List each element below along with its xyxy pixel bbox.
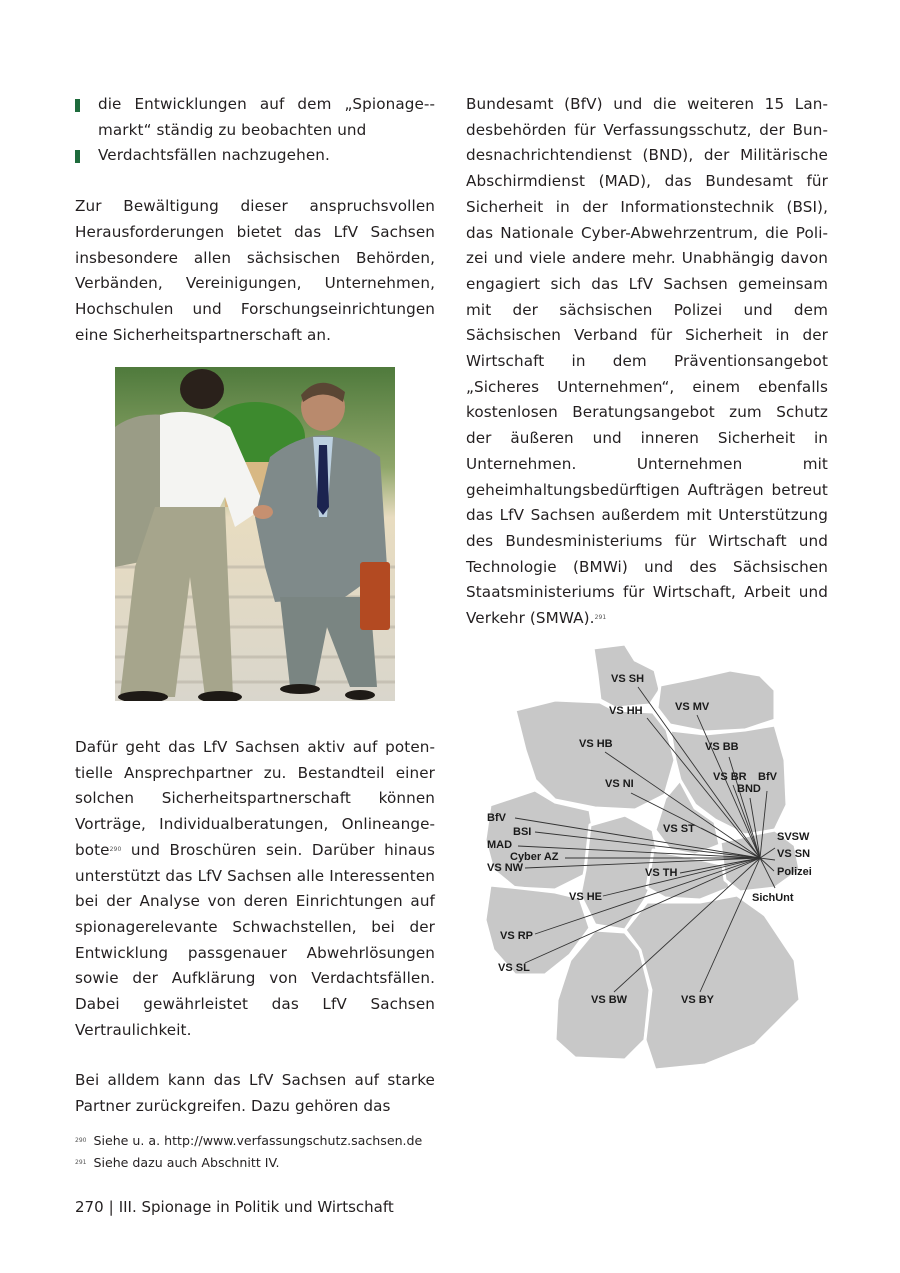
germany-partner-map <box>475 630 820 1080</box>
map-label: VS SL <box>498 962 530 974</box>
map-label: VS SN <box>777 848 811 860</box>
bullet-list <box>75 92 435 169</box>
handshake-photo <box>115 367 395 701</box>
map-label: BSI <box>513 826 532 838</box>
bullet-item <box>75 92 435 143</box>
footnotes <box>75 1130 455 1174</box>
map-label: VS NI <box>605 778 634 790</box>
paragraph-text: und Broschüren sein. Darüber hinaus unterstützt das LfV Sachsen alle Interessenten bei der Analyse von deren Einrichtungen auf spionagerelevante Schwachstellen, bei der Entwicklung passgenauer Abwehrlösungen sowie der Aufklärung von Verdachtsfällen. Dabei gewährleistet das LfV Sachsen Vertraulichkeit. <box>75 840 435 1039</box>
chapter-title: III. Spionage in Politik und Wirtschaft <box>118 1198 394 1216</box>
map-label: VS ST <box>663 823 695 835</box>
map-label: SVSW <box>777 831 810 843</box>
map-label: Cyber AZ <box>510 851 559 863</box>
map-label: VS HB <box>579 738 613 750</box>
paragraph-federal-partners <box>466 92 828 632</box>
footnote-291 <box>75 1152 455 1174</box>
left-column <box>75 92 435 348</box>
footer-separator: | <box>108 1198 114 1216</box>
map-label: VS MV <box>675 701 710 713</box>
map-label: VS TH <box>645 867 678 879</box>
paragraph-strong-partners: Bei alldem kann das LfV Sachsen auf starke Partner zurückgreifen. Dazu gehören das <box>75 1071 435 1116</box>
map-label: VS BR <box>713 771 747 783</box>
bullet-marker-icon <box>75 150 80 163</box>
footnote-number: 291 <box>75 1159 87 1166</box>
map-label: VS RP <box>500 930 534 942</box>
footnote-text[interactable]: Siehe u. a. http://www.verfassungschutz.sachsen.de <box>93 1133 423 1148</box>
handshake-image <box>115 367 395 701</box>
paragraph-text: Dafür geht das LfV Sachsen aktiv auf potentielle Ansprechpartner zu. Bestandteil einer solchen Sicherheitspartnerschaft können Vorträge, Individualberatungen, Onlineangebote <box>75 738 435 859</box>
bullet-text: die Entwicklungen auf dem „Spionage-markt“ ständig zu beobachten und <box>98 95 435 139</box>
map-label: VS BB <box>705 741 739 753</box>
footnote-ref-290[interactable]: 290 <box>109 845 122 853</box>
map-label: VS NW <box>487 862 524 874</box>
footnote-text: Siehe dazu auch Abschnitt IV. <box>93 1155 280 1170</box>
footnote-ref-291[interactable]: 291 <box>594 614 607 622</box>
footnote-290 <box>75 1130 455 1152</box>
map-graphic <box>475 630 820 1080</box>
map-label: MAD <box>487 839 513 851</box>
map-label: VS HE <box>569 891 603 903</box>
map-label: VS BY <box>681 994 715 1006</box>
map-label: VS HH <box>609 705 643 717</box>
map-label: BfV <box>758 771 777 783</box>
map-label: VS SH <box>611 673 645 685</box>
bullet-marker-icon <box>75 99 80 112</box>
bullet-item <box>75 143 435 169</box>
paragraph-text: Bundesamt (BfV) und die weiteren 15 Landesbehörden für Verfassungsschutz, der Bundesnachrichtendienst (BND), der Militärische Abschirmdienst (MAD), das Bundesamt für Sicherheit in der Informationstechnik (BSI), das Nationale Cyber-Abwehrzentrum, die Polizei und viele andere mehr. Unabhängig davon engagiert sich das LfV Sachsen gemeinsam mit der sächsischen Polizei und dem Sächsischen Verband für Sicherheit in der Wirtschaft in dem Präventionsangebot „Sicheres Unternehmen“, einem ebenfalls kostenlosen Beratungsangebot zum Schutz der äußeren und inneren Sicherheit in Unternehmen. Unternehmen mit geheimhaltungsbedürftigen Aufträgen betreut das LfV Sachsen außerdem mit Unterstützung des Bundesministeriums für Wirtschaft und Technologie (BMWi) und des Sächsischen Staatsministeriums für Wirtschaft, Arbeit und Verkehr (SMWA). <box>466 95 828 628</box>
right-column <box>466 92 828 632</box>
page-footer <box>75 1198 394 1216</box>
map-label: VS BW <box>591 994 628 1006</box>
page-number: 270 <box>75 1198 104 1216</box>
paragraph-partner-outreach <box>75 735 435 1043</box>
footnote-number: 290 <box>75 1137 87 1144</box>
map-label: SichUnt <box>752 892 794 904</box>
paragraph-security-partnership: Zur Bewältigung dieser anspruchsvollen Herausforderungen bietet das LfV Sachsen insbesondere allen sächsischen Behörden, Verbänden, Vereinigungen, Unternehmen, Hochschulen und Forschungseinrichtungen eine Sicherheitspartnerschaft an. <box>75 197 435 344</box>
map-label: BfV <box>487 812 506 824</box>
map-label: BND <box>737 783 761 795</box>
bullet-text: Verdachtsfällen nachzugehen. <box>98 146 330 165</box>
map-label: Polizei <box>777 866 812 878</box>
left-column-lower <box>75 735 435 1120</box>
